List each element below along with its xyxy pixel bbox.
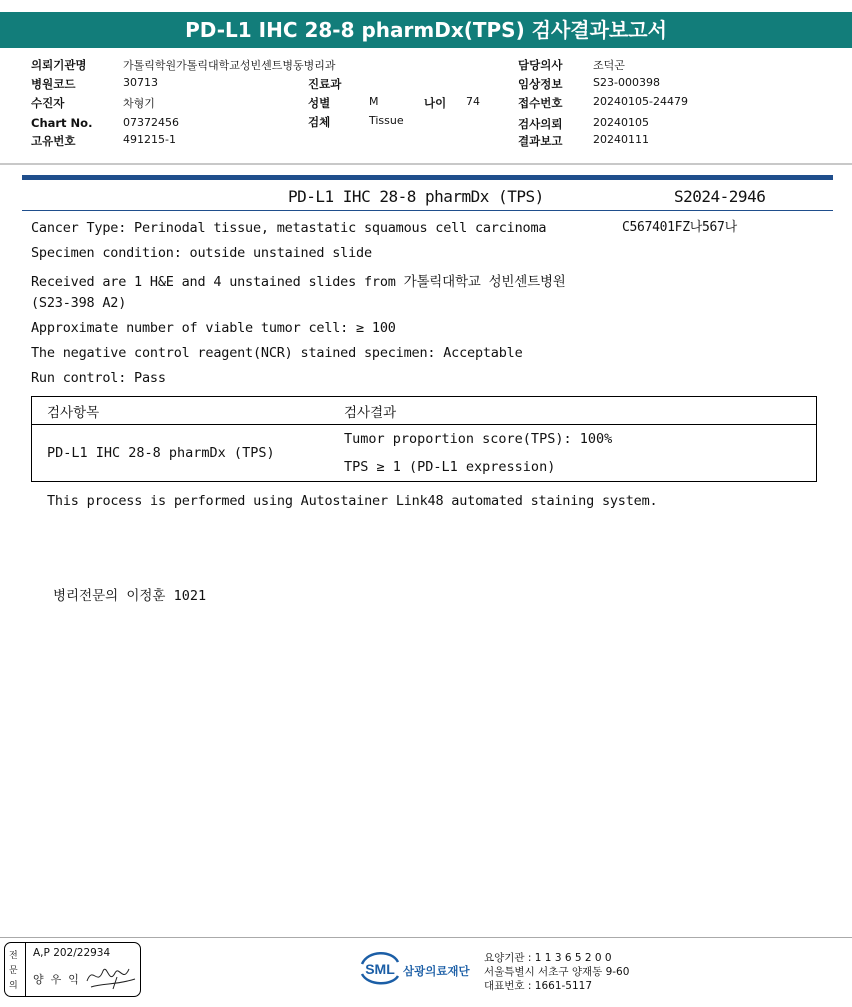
received-slides-line: Received are 1 H&E and 4 unstained slides from 가톨릭대학교 성빈센트병원 (31, 274, 566, 290)
specimen-value: Tissue (369, 114, 404, 127)
request-label: 검사의뢰 (518, 117, 563, 131)
header-item: 검사항목 (32, 397, 330, 425)
clinical-label: 임상정보 (518, 77, 563, 91)
specimen-label: 검체 (308, 115, 331, 129)
receipt-label: 접수번호 (518, 96, 563, 110)
tumor-cell-line: Approximate number of viable tumor cell: ≥ 100 (31, 320, 396, 336)
institution-label: 의뢰기관명 (31, 58, 87, 72)
handwritten-signature-icon (83, 959, 139, 993)
specialist-stamp (4, 942, 141, 997)
stamp-name: 양우익 (33, 973, 86, 986)
institution-value: 가톨릭학원가톨릭대학교성빈센트병동병리과 (123, 59, 336, 72)
receipt-value: 20240105-24479 (593, 95, 688, 108)
svg-text:SML: SML (365, 961, 395, 977)
specimen-code: C567401FZ나567나 (622, 220, 737, 235)
report-top-bar (22, 175, 833, 180)
chart-no-value: 07372456 (123, 116, 179, 129)
foundation-name: 삼광의료재단 (403, 964, 470, 978)
tps-score: Tumor proportion score(TPS): 100% (344, 431, 613, 447)
doctor-value: 조덕곤 (593, 59, 625, 72)
test-result (329, 425, 817, 482)
result-table (31, 396, 817, 482)
patient-value: 차형기 (123, 97, 155, 110)
doctor-label: 담당의사 (518, 58, 563, 72)
sex-value: M (369, 95, 379, 108)
report-test-name: PD-L1 IHC 28-8 pharmDx (TPS) (288, 187, 544, 206)
foundation-phone: 대표번호 : 1661-5117 (484, 980, 593, 992)
cancer-type-line: Cancer Type: Perinodal tissue, metastatic squamous cell carcinoma (31, 220, 547, 236)
header-result: 검사결과 (329, 397, 817, 425)
chart-no-label: Chart No. (31, 116, 93, 130)
specimen-condition-line: Specimen condition: outside unstained slide (31, 245, 372, 261)
report-date-label: 결과보고 (518, 134, 563, 148)
sex-label: 성별 (308, 96, 331, 110)
institution-code: 요양기관 : 1 1 3 6 5 2 0 0 (484, 952, 612, 964)
hospital-code-value: 30713 (123, 76, 158, 89)
unique-no-value: 491215-1 (123, 133, 176, 146)
report-title: PD-L1 IHC 28-8 pharmDx(TPS) 검사결과보고서 (0, 12, 852, 48)
footer-divider (0, 937, 852, 938)
age-value: 74 (466, 95, 480, 108)
stamp-vertical-label: 전 문 의 (5, 943, 26, 996)
foundation-address: 서울특별시 서초구 양재동 9-60 (484, 966, 630, 978)
stamp-code: A,P 202/22934 (33, 947, 111, 959)
request-date: 20240105 (593, 116, 649, 129)
ncr-line: The negative control reagent(NCR) stained specimen: Acceptable (31, 345, 523, 361)
run-control-line: Run control: Pass (31, 370, 166, 386)
slide-id-line: (S23-398 A2) (31, 295, 127, 311)
patient-label: 수진자 (31, 96, 65, 110)
sml-logo-icon (358, 948, 402, 988)
table-header-row (32, 397, 817, 425)
process-note: This process is performed using Autostainer Link48 automated staining system. (47, 493, 658, 509)
pathologist-signature: 병리전문의 이정훈 1021 (53, 588, 207, 604)
report-title-divider (22, 210, 833, 211)
report-date: 20240111 (593, 133, 649, 146)
hospital-code-label: 병원코드 (31, 77, 76, 91)
table-row (32, 425, 817, 482)
age-label: 나이 (424, 96, 447, 110)
header-divider (0, 163, 852, 165)
unique-no-label: 고유번호 (31, 134, 76, 148)
report-number: S2024-2946 (674, 187, 766, 206)
tps-expression: TPS ≥ 1 (PD-L1 expression) (344, 459, 556, 475)
clinical-value: S23-000398 (593, 76, 660, 89)
test-item: PD-L1 IHC 28-8 pharmDx (TPS) (32, 425, 330, 482)
dept-label: 진료과 (308, 77, 342, 91)
